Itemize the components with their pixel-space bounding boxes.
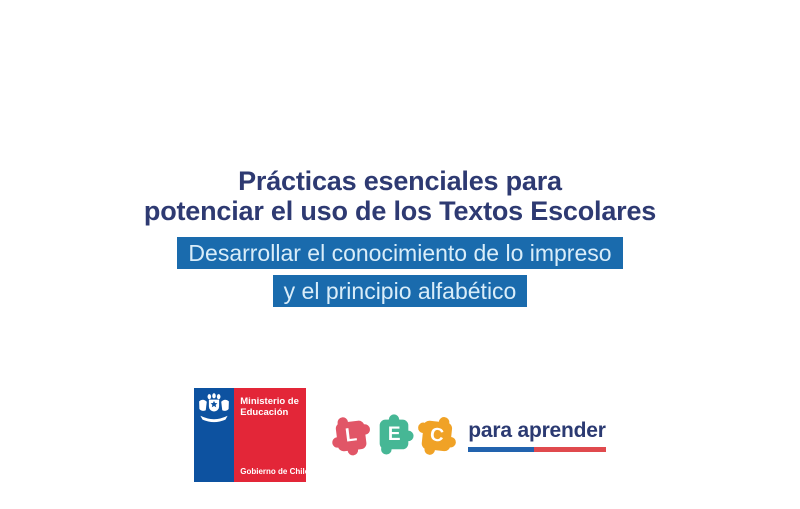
subtitle-line2: y el principio alfabético <box>273 275 528 307</box>
lec-tagline: para aprender <box>468 418 606 442</box>
mineduc-logo-blue-panel <box>194 388 234 482</box>
lec-letter-c: C <box>429 424 446 447</box>
lec-logo <box>330 411 605 459</box>
slide-subtitle <box>0 237 800 313</box>
mineduc-government-label: Gobierno de Chile <box>240 467 310 476</box>
puzzle-piece-c-icon <box>414 409 461 461</box>
lec-letter-e: E <box>387 424 401 445</box>
chile-flag-bar <box>468 447 605 452</box>
subtitle-line1: Desarrollar el conocimiento de lo impreso <box>177 237 622 269</box>
lec-puzzle-pieces <box>330 411 458 459</box>
mineduc-logo <box>194 388 310 482</box>
slide-title-line1: Prácticas esenciales para <box>238 166 562 196</box>
lec-tagline-block <box>468 419 605 452</box>
slide-title-line2: potenciar el uso de los Textos Escolares <box>143 196 657 226</box>
mineduc-ministry-line2: Educación <box>240 407 289 418</box>
chile-coat-of-arms-icon <box>197 392 231 431</box>
mineduc-logo-red-panel <box>234 388 310 482</box>
slide-title <box>0 166 800 226</box>
lec-letter-l: L <box>344 424 359 447</box>
mineduc-ministry-label <box>240 396 302 418</box>
puzzle-piece-l-icon <box>327 409 375 462</box>
puzzle-piece-e-icon <box>373 410 415 458</box>
logos-row <box>0 388 800 482</box>
mineduc-ministry-line1: Ministerio de <box>240 396 299 407</box>
